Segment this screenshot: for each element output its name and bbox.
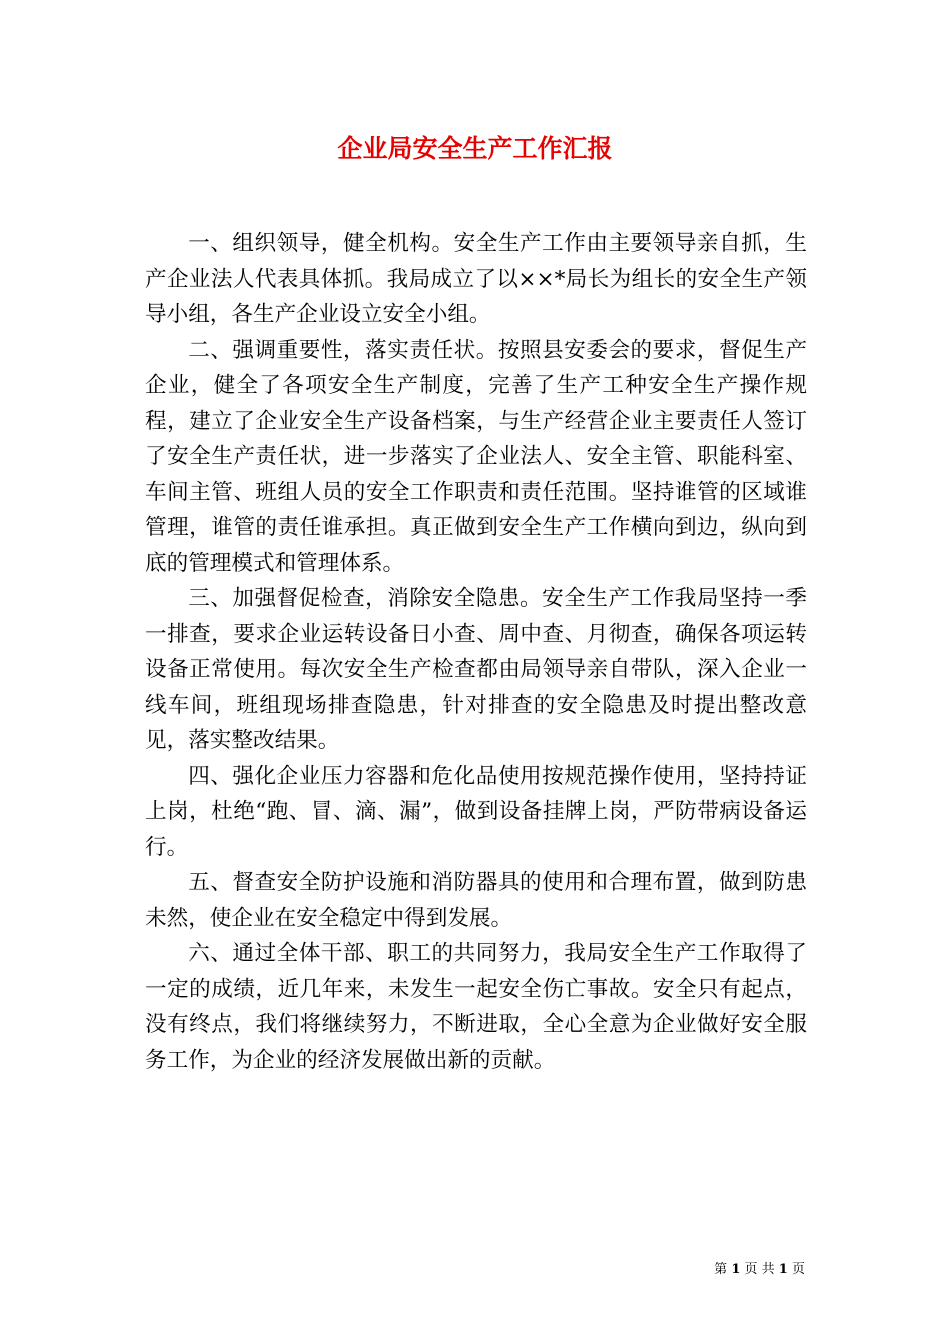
paragraph-1: 一、组织领导，健全机构。安全生产工作由主要领导亲自抓，生产企业法人代表具体抓。我局成立了以××*局长为组长的安全生产领导小组，各生产企业设立安全小组。 [145,231,807,327]
page-number-footer [714,1258,805,1277]
footer-total-pages: 1 [778,1262,788,1277]
paragraph-6: 六、通过全体干部、职工的共同努力，我局安全生产工作取得了一定的成绩，近几年来，未发生一起安全伤亡事故。安全只有起点，没有终点，我们将继续努力，不断进取，全心全意为企业做好安全服务工作，为企业的经济发展做出新的贡献。 [145,941,807,1073]
footer-suffix: 页 [791,1262,805,1277]
document-body [145,226,807,1078]
paragraph-5: 五、督查安全防护设施和消防器具的使用和合理布置，做到防患未然，使企业在安全稳定中得到发展。 [145,870,807,931]
paragraph-2: 二、强调重要性，落实责任状。按照县安委会的要求，督促生产企业，健全了各项安全生产制度，完善了生产工种安全生产操作规程，建立了企业安全生产设备档案，与生产经营企业主要责任人签订了安全生产责任状，进一步落实了企业法人、安全主管、职能科室、车间主管、班组人员的安全工作职责和责任范围。坚持谁管的区域谁管理，谁管的责任谁承担。真正做到安全生产工作横向到边，纵向到底的管理模式和管理体系。 [145,337,807,576]
paragraph-4: 四、强化企业压力容器和危化品使用按规范操作使用，坚持持证上岗，杜绝“跑、冒、滴、漏”，做到设备挂牌上岗，严防带病设备运行。 [145,763,807,860]
document-title: 企业局安全生产工作汇报 [337,134,613,163]
footer-prefix: 第 [714,1262,728,1277]
paragraph-3: 三、加强督促检查，消除安全隐患。安全生产工作我局坚持一季一排查，要求企业运转设备日小查、周中查、月彻查，确保各项运转设备正常使用。每次安全生产检查都由局领导亲自带队，深入企业一线车间，班组现场排查隐患，针对排查的安全隐患及时提出整改意见，落实整改结果。 [145,586,807,753]
footer-current-page: 1 [731,1262,741,1277]
footer-middle: 页 共 [744,1262,775,1277]
